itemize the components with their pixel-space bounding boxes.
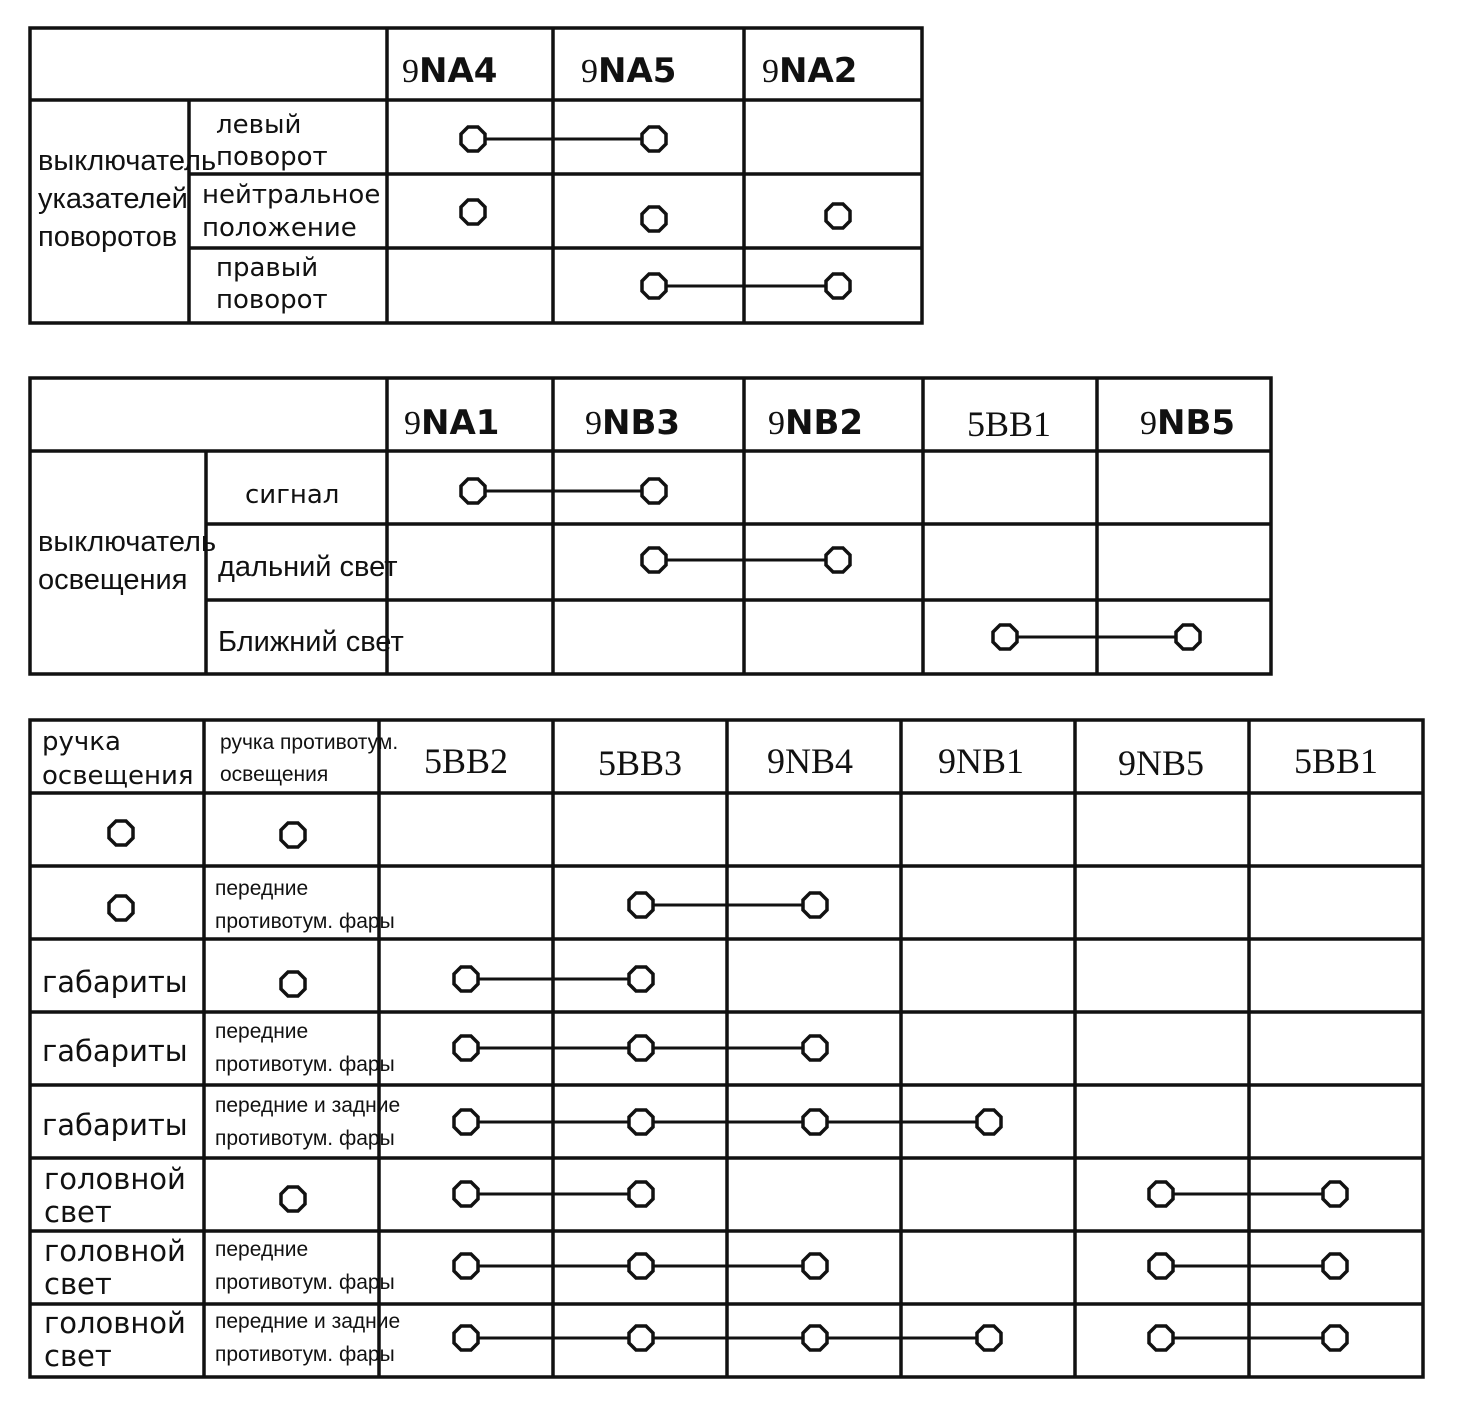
- light-switch-table: [30, 378, 1271, 674]
- table2-row2-contact-9NB3: [642, 548, 666, 572]
- table3-row8-contact-5BB1: [1323, 1326, 1347, 1350]
- table3-row6-contact-5BB2: [454, 1182, 478, 1206]
- table3-row8-contact-5BB2: [454, 1326, 478, 1350]
- table2-row2-contact-9NB2: [826, 548, 850, 572]
- table3-row7-contact-5BB2: [454, 1254, 478, 1278]
- table3-row8-contact-9NB4: [803, 1326, 827, 1350]
- table3-row5-contact-5BB2: [454, 1110, 478, 1134]
- table2-row-label-signal: сигнал: [245, 480, 340, 510]
- table3-col-header-9NB1: 9NB1: [937, 741, 1025, 781]
- table3-row7-fog-label: передние противотум. фары: [215, 1238, 395, 1294]
- table3-row8-lighting-label: головной свет: [44, 1306, 186, 1373]
- lighting-handle-table: [30, 720, 1423, 1377]
- table3-row4-lighting-label: габариты: [42, 1034, 188, 1068]
- table3-row5-contact-9NB4: [803, 1110, 827, 1134]
- table2-row1-contact-9NB3: [642, 479, 666, 503]
- table3-row4-contact-5BB3: [629, 1036, 653, 1060]
- table1-group-label-line1: выключатель: [38, 145, 217, 177]
- table3-row4-fog-label: передние противотум. фары: [215, 1020, 395, 1076]
- table3-row3-fog-off-marker: [281, 972, 305, 996]
- table3-row4-contact-9NB4: [803, 1036, 827, 1060]
- table3-row4-contact-5BB2: [454, 1036, 478, 1060]
- table1-row1-contact-9NA5: [642, 127, 666, 151]
- table3-col-header-9NB5: 9NB5: [1117, 743, 1205, 783]
- table3-row2-contact-5BB3: [629, 893, 653, 917]
- table1-row2-contact-9NA5: [642, 207, 666, 231]
- table3-col-header-5BB1: 5BB1: [1293, 741, 1379, 781]
- table2-connection-marks: [461, 479, 1200, 649]
- table3-row8-fog-label: передние и задние противотум. фары: [215, 1310, 401, 1366]
- table2-col-header-9NA1: 9NA1: [404, 403, 500, 443]
- table3-row8-contact-9NB5: [1149, 1326, 1173, 1350]
- table3-head-fog-handle: ручка противотум. освещения: [220, 731, 399, 786]
- table3-row5-lighting-label: габариты: [42, 1108, 188, 1142]
- table1-connection-marks: [461, 127, 850, 298]
- table2-row-label-high-beam: дальний свет: [218, 551, 398, 583]
- table3-row5-contact-9NB1: [977, 1110, 1001, 1134]
- table3-row7-contact-9NB5: [1149, 1254, 1173, 1278]
- table3-row3-contact-5BB2: [454, 967, 478, 991]
- table3-col-header-5BB2: 5BB2: [423, 741, 509, 781]
- table3-col-header-9NB4: 9NB4: [766, 741, 854, 781]
- table1-group-label: [38, 145, 224, 253]
- table3-row3-contact-5BB3: [629, 967, 653, 991]
- table1-row-label-left-turn: левый поворот: [216, 110, 328, 172]
- table1-row2-contact-9NA2: [826, 204, 850, 228]
- table3-head-lighting-handle: ручка освещения: [42, 727, 194, 791]
- table1-row3-contact-9NA5: [642, 274, 666, 298]
- table3-row-labels: [42, 821, 400, 1373]
- table2-col-header-9NB2: 9NB2: [768, 403, 864, 443]
- table1-row2-contact-9NA4: [461, 200, 485, 224]
- table3-row2-contact-9NB4: [803, 893, 827, 917]
- table3-row2-fog-label: передние противотум. фары: [215, 877, 395, 933]
- table2-col-header-9NB3: 9NB3: [585, 403, 681, 443]
- table3-row7-contact-5BB3: [629, 1254, 653, 1278]
- table3-col-header-5BB3: 5BB3: [597, 743, 683, 783]
- table2-row-label-low-beam: Ближний свет: [218, 626, 404, 658]
- table1-row-label-neutral: нейтральное положение: [202, 180, 381, 243]
- table2-group-label: выключатель освещения: [38, 526, 217, 596]
- table3-row2-lighting-off-marker: [109, 896, 133, 920]
- table3-row6-fog-off-marker: [281, 1187, 305, 1211]
- table1-group-label-line2: указателей: [38, 183, 188, 215]
- table1-row3-contact-9NA2: [826, 274, 850, 298]
- table3-row5-fog-label: передние и задние противотум. фары: [215, 1094, 401, 1150]
- table3-row6-contact-5BB1: [1323, 1182, 1347, 1206]
- table3-row5-contact-5BB3: [629, 1110, 653, 1134]
- table3-row6-contact-5BB3: [629, 1182, 653, 1206]
- table3-row6-lighting-label: головной свет: [44, 1162, 186, 1229]
- table1-row-label-right-turn: правый поворот: [216, 253, 328, 315]
- table2-row3-contact-5BB1: [993, 625, 1017, 649]
- table1-col-header-9NA5: 9NA5: [581, 51, 677, 91]
- table3-row1-lighting-off-marker: [109, 821, 133, 845]
- table3-row3-lighting-label: габариты: [42, 965, 188, 999]
- table3-row8-contact-9NB1: [977, 1326, 1001, 1350]
- table3-row7-lighting-label: головной свет: [44, 1234, 186, 1301]
- table3-row7-contact-9NB4: [803, 1254, 827, 1278]
- table2-col-header-5BB1: 5BB1: [967, 404, 1052, 444]
- table3-row8-contact-5BB3: [629, 1326, 653, 1350]
- table3-row1-fog-off-marker: [281, 823, 305, 847]
- table3-row7-contact-5BB1: [1323, 1254, 1347, 1278]
- table1-col-header-9NA2: 9NA2: [762, 51, 858, 91]
- table3-row6-contact-9NB5: [1149, 1182, 1173, 1206]
- table1-row1-contact-9NA4: [461, 127, 485, 151]
- table2-row1-contact-9NA1: [461, 479, 485, 503]
- table2-row3-contact-9NB5: [1176, 625, 1200, 649]
- turn-signal-switch-table: [30, 28, 922, 323]
- table2-col-header-9NB5: 9NB5: [1140, 403, 1236, 443]
- table1-col-header-9NA4: 9NA4: [402, 51, 498, 91]
- table1-group-label-line3: поворотов: [38, 221, 178, 253]
